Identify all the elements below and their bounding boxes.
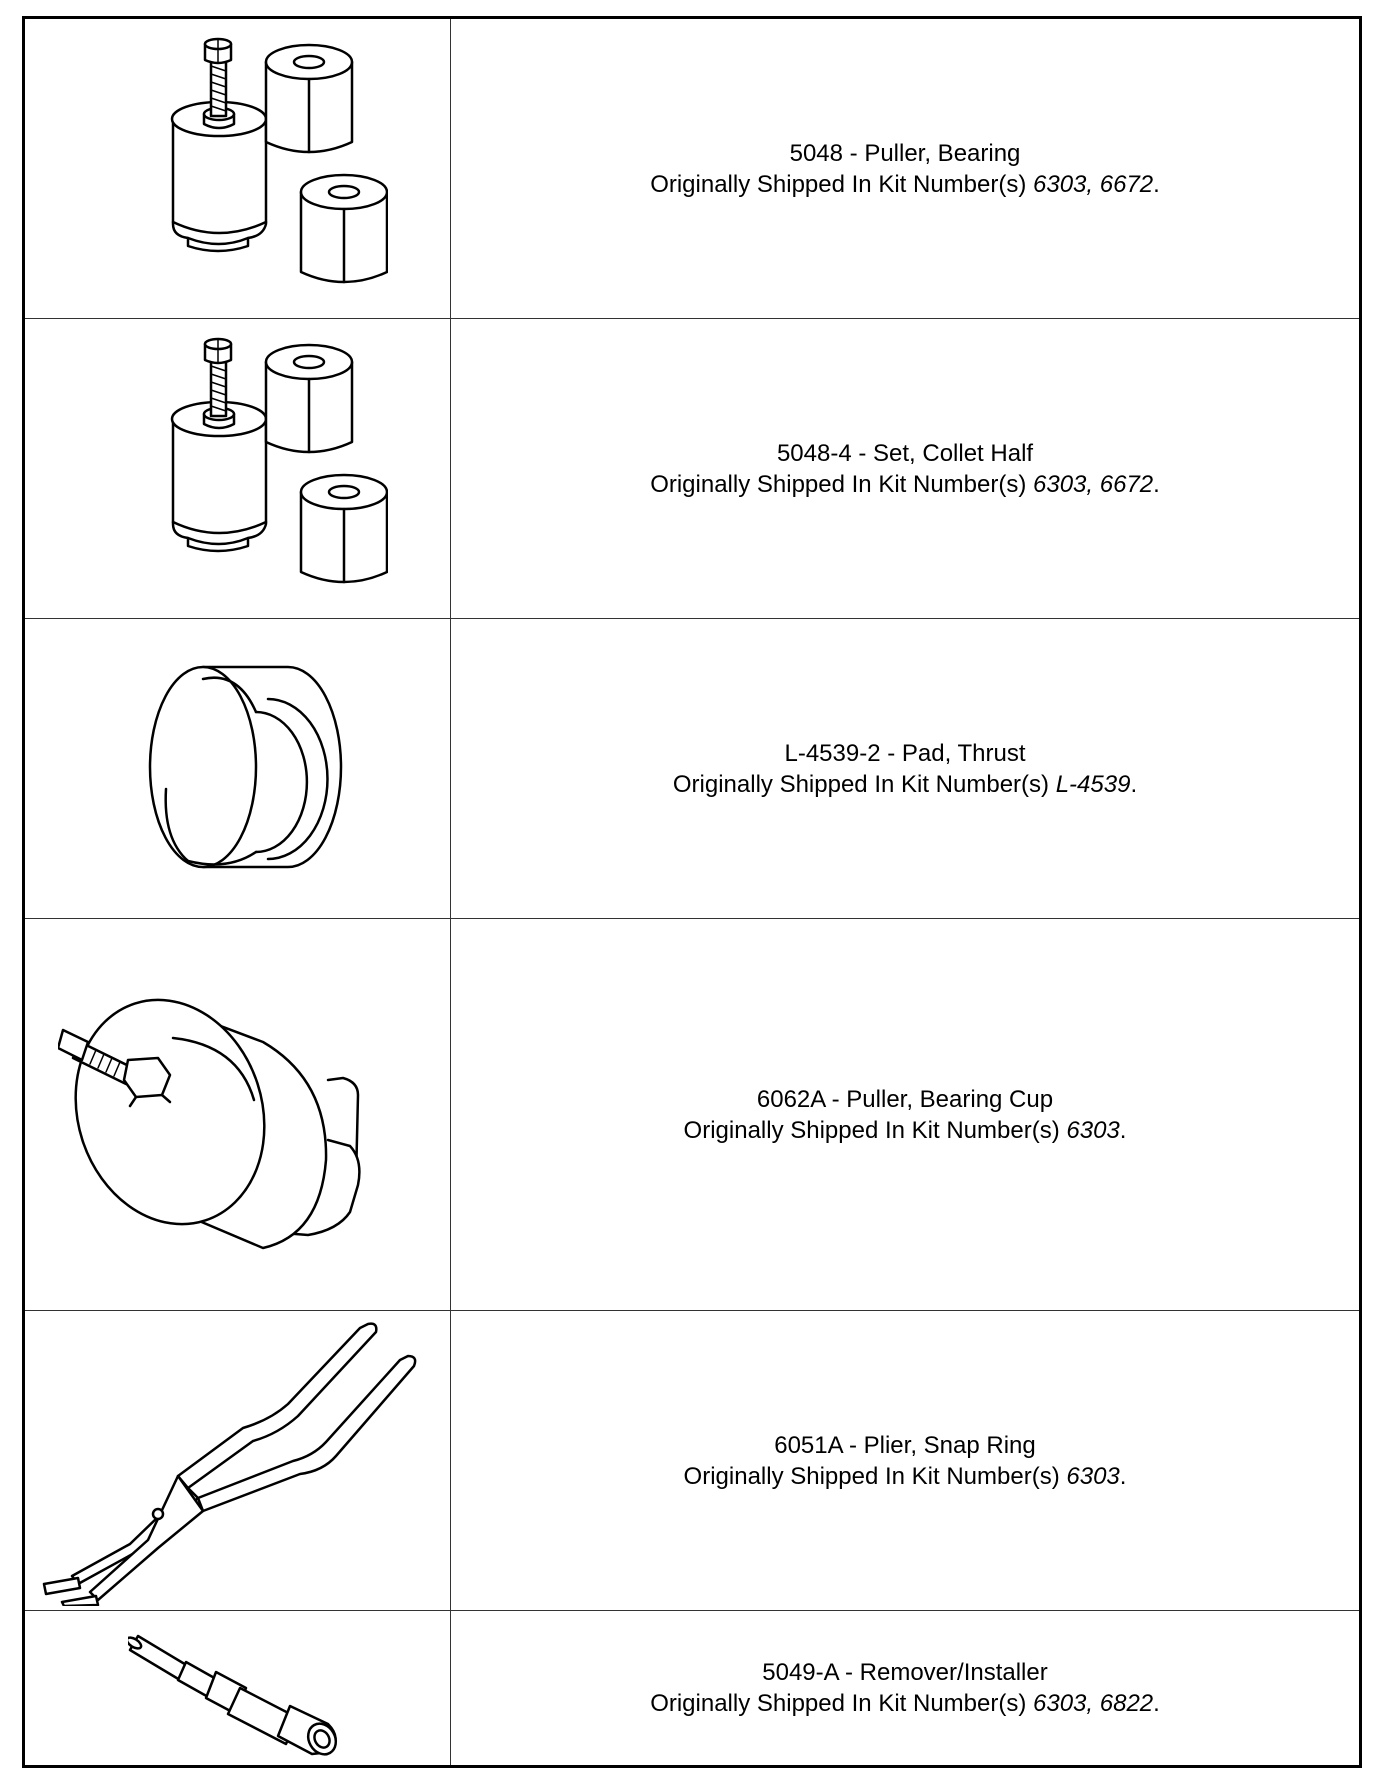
kit-numbers: 6303 [1066,1116,1120,1144]
table-row [25,319,1359,619]
image-cell [25,919,451,1310]
tool-title: 5049-A - Remover/Installer [762,1659,1048,1686]
kit-numbers: L-4539 [1055,770,1131,798]
tool-table [22,16,1362,1768]
tool-title: 6051A - Plier, Snap Ring [774,1431,1036,1459]
kit-line [673,769,1137,800]
kit-numbers: 6303 [1066,1462,1120,1490]
table-row [25,19,1359,319]
tool-title: 5048-4 - Set, Collet Half [776,439,1034,467]
kit-suffix: . [1153,470,1160,498]
table-row [25,1611,1359,1765]
thrust-pad-icon [128,649,348,889]
collet-half-set-icon [88,324,388,614]
description-cell [451,919,1359,1310]
tool-title: 5048 - Puller, Bearing [789,139,1021,167]
description-cell [451,319,1359,618]
table-row [25,1311,1359,1611]
bearing-cup-puller-icon [58,950,418,1280]
tool-title: L-4539-2 - Pad, Thrust [784,739,1026,767]
kit-label: Originally Shipped In Kit Number(s) [650,170,1034,198]
kit-label: Originally Shipped In Kit Number(s) [683,1116,1067,1144]
tool-title: 6062A - Puller, Bearing Cup [756,1085,1054,1113]
kit-suffix: . [1130,770,1138,798]
bearing-puller-icon [88,24,388,314]
kit-suffix: . [1119,1116,1127,1144]
kit-line [650,1688,1160,1719]
kit-label: Originally Shipped In Kit Number(s) [683,1462,1067,1490]
kit-numbers: 6303, 6672 [1033,470,1154,498]
table-row [25,919,1359,1311]
kit-numbers: 6303, 6822 [1033,1690,1154,1717]
snap-ring-plier-icon [38,1316,438,1606]
image-cell [25,319,451,618]
description-cell [451,1311,1359,1610]
kit-label: Originally Shipped In Kit Number(s) [650,1690,1034,1717]
image-cell [25,1311,451,1610]
description-cell [451,1611,1359,1765]
kit-suffix: . [1153,170,1160,198]
kit-line [684,1115,1127,1146]
description-cell [451,619,1359,918]
kit-suffix: . [1119,1462,1127,1490]
image-cell [25,619,451,918]
image-cell [25,1611,451,1765]
kit-label: Originally Shipped In Kit Number(s) [650,470,1034,498]
kit-suffix: . [1153,1690,1160,1717]
kit-label: Originally Shipped In Kit Number(s) [672,770,1056,798]
kit-line [650,169,1160,200]
description-cell [451,19,1359,318]
remover-installer-icon [128,1618,348,1758]
table-row [25,619,1359,919]
image-cell [25,19,451,318]
kit-numbers: 6303, 6672 [1033,170,1154,198]
kit-line [650,469,1160,500]
kit-line [684,1461,1127,1492]
